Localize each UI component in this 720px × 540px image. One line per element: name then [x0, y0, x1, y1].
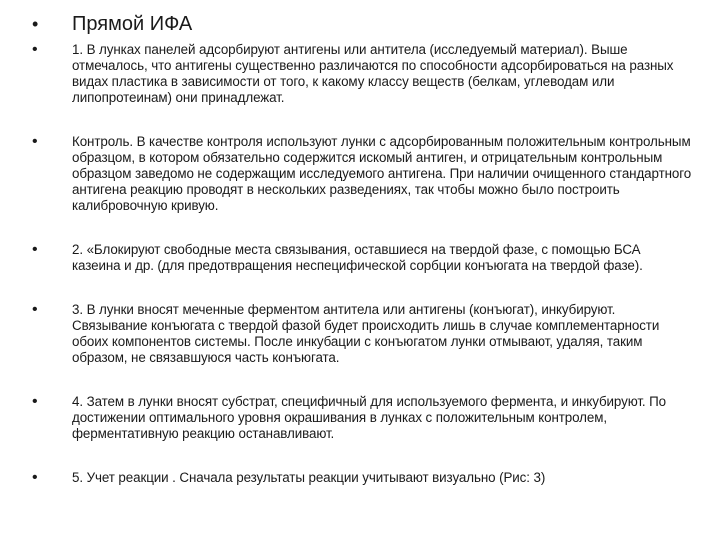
- list-item-text: 2. «Блокируют свободные места связывания, оставшиеся на твердой фазе, с помощью БСА казеина и др. (для предотвращения неспецифической сорбции конъюгата на твердой фазе).: [72, 242, 643, 273]
- list-item-step-5: [32, 470, 692, 486]
- list-item-text: 1. В лунках панелей адсорбируют антигены или антитела (исследуемый материал). Выше отмечалось, что антигены существенно различаются по способности адсорбироваться на разных видах пластика в зависимости от того, к какому классу веществ (белкам, углеводам или липопротеинам) они принадлежат.: [72, 42, 674, 105]
- bullet-icon: •: [32, 393, 38, 410]
- bullet-list: [32, 12, 692, 486]
- slide-title-text: Прямой ИФА: [72, 13, 193, 35]
- list-item-text: 5. Учет реакции . Сначала результаты реакции учитывают визуально (Рис: 3): [72, 470, 546, 485]
- bullet-icon: •: [32, 301, 38, 318]
- list-item-text: Контроль. В качестве контроля используют лунки с адсорбированным положительным контрольным образцом, в котором обязательно содержится искомый антиген, и отрицательным контрольным образцом заведомо не содержащим исследуемого антигена. При наличии очищенного стандартного антигена реакцию проводят в нескольких разведениях, так чтобы можно было построить калибровочную кривую.: [72, 134, 692, 213]
- bullet-icon: •: [32, 14, 39, 34]
- bullet-icon: •: [32, 241, 38, 258]
- list-item-step-3: [32, 302, 692, 366]
- slide-title: [32, 12, 692, 36]
- bullet-icon: •: [32, 41, 38, 58]
- list-item-step-2: [32, 242, 692, 274]
- bullet-icon: •: [32, 133, 38, 150]
- list-item-step-1: [32, 42, 692, 106]
- list-item-text: 3. В лунки вносят меченные ферментом антитела или антигены (конъюгат), инкубируют. Связывание конъюгата с твердой фазой будет происходить лишь в случае комплементарности обоих компонентов системы. После инкубации с конъюгатом лунки отмывают, удаляя, таким образом, не связавшуюся часть конъюгата.: [72, 302, 660, 365]
- list-item-text: 4. Затем в лунки вносят субстрат, специфичный для используемого фермента, и инкубируют. По достижении оптимального уровня окрашивания в лунках с положительным контролем, ферментативную реакцию останавливают.: [72, 394, 667, 441]
- list-item-control: [32, 134, 692, 214]
- list-item-step-4: [32, 394, 692, 442]
- bullet-icon: •: [32, 469, 38, 486]
